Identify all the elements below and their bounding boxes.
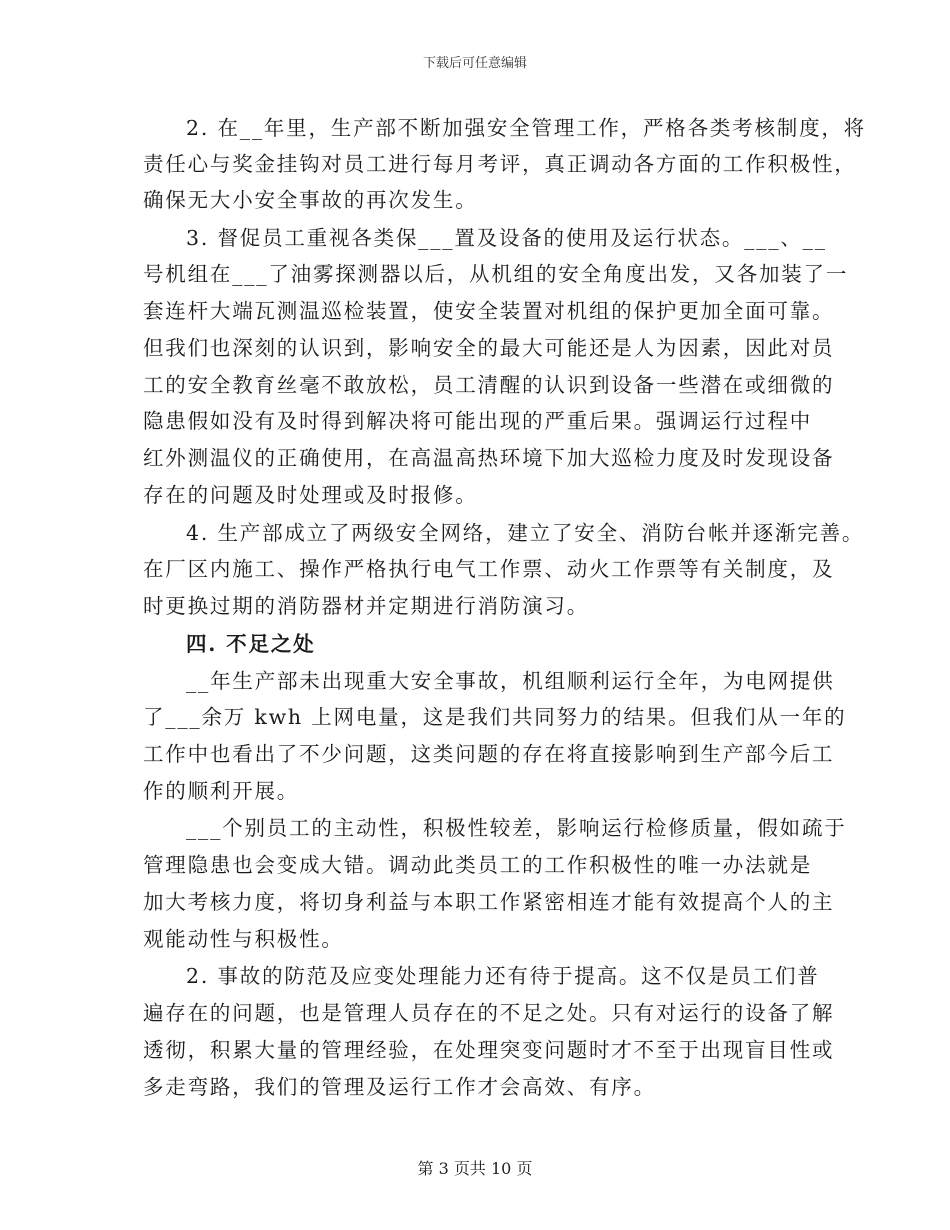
page-header: 下载后可任意编辑 bbox=[422, 56, 527, 71]
paragraph-line: 观能动性与积极性。 bbox=[143, 927, 344, 951]
paragraph-line: 时更换过期的消防器材并定期进行消防演习。 bbox=[143, 594, 589, 618]
paragraph-line: 作的顺利开展。 bbox=[143, 779, 300, 803]
paragraph-line: 4. 生产部成立了两级安全网络，建立了安全、消防台帐并逐渐完善。 bbox=[186, 521, 865, 545]
paragraph-line: 责任心与奖金挂钩对员工进行每月考评，真正调动各方面的工作积极性， bbox=[143, 152, 857, 176]
paragraph-line: 工作中也看出了不少问题，这类问题的存在将直接影响到生产部今后工 bbox=[143, 742, 835, 766]
paragraph-line: 隐患假如没有及时得到解决将可能出现的严重后果。强调运行过程中 bbox=[143, 409, 812, 433]
section-heading: 四. 不足之处 bbox=[186, 632, 316, 656]
paragraph-line: 2. 事故的防范及应变处理能力还有待于提高。这不仅是员工们普 bbox=[186, 964, 820, 988]
paragraph-line: 了___余万 kwh 上网电量，这是我们共同努力的结果。但我们从一年的 bbox=[143, 705, 847, 729]
paragraph-line: __年生产部未出现重大安全事故，机组顺利运行全年，为电网提供 bbox=[186, 669, 835, 693]
paragraph-line: 多走弯路，我们的管理及运行工作才会高效、有序。 bbox=[143, 1075, 656, 1099]
paragraph-line: 红外测温仪的正确使用，在高温高热环境下加大巡检力度及时发现设备 bbox=[143, 446, 835, 470]
paragraph-line: 透彻，积累大量的管理经验，在处理突变问题时才不至于出现盲目性或 bbox=[143, 1038, 835, 1062]
paragraph-line: 在厂区内施工、操作严格执行电气工作票、动火工作票等有关制度，及 bbox=[143, 557, 835, 581]
paragraph-line: ___个别员工的主动性，积极性较差，影响运行检修质量，假如疏于 bbox=[186, 816, 847, 840]
paragraph-line: 加大考核力度，将切身利益与本职工作紧密相连才能有效提高个人的主 bbox=[143, 890, 835, 914]
paragraph-line: 存在的问题及时处理或及时报修。 bbox=[143, 483, 478, 507]
paragraph-line: 遍存在的问题，也是管理人员存在的不足之处。只有对运行的设备了解 bbox=[143, 1001, 835, 1025]
paragraph-line: 2. 在__年里，生产部不断加强安全管理工作，严格各类考核制度，将 bbox=[186, 116, 866, 140]
paragraph-line: 管理隐患也会变成大错。调动此类员工的工作积极性的唯一办法就是 bbox=[143, 853, 812, 877]
paragraph-line: 套连杆大端瓦测温巡检装置，使安全装置对机组的保护更加全面可靠。 bbox=[143, 299, 835, 323]
paragraph-line: 但我们也深刻的认识到，影响安全的最大可能还是人为因素，因此对员 bbox=[143, 336, 835, 360]
paragraph-line: 号机组在___了油雾探测器以后，从机组的安全角度出发，又各加装了一 bbox=[143, 262, 849, 286]
page-number: 第 3 页共 10 页 bbox=[417, 1159, 533, 1178]
paragraph-line: 工的安全教育丝毫不敢放松，员工清醒的认识到设备一些潜在或细微的 bbox=[143, 373, 835, 397]
paragraph-line: 确保无大小安全事故的再次发生。 bbox=[143, 188, 478, 212]
paragraph-line: 3. 督促员工重视各类保___置及设备的使用及运行状态。___、__ bbox=[186, 226, 827, 250]
